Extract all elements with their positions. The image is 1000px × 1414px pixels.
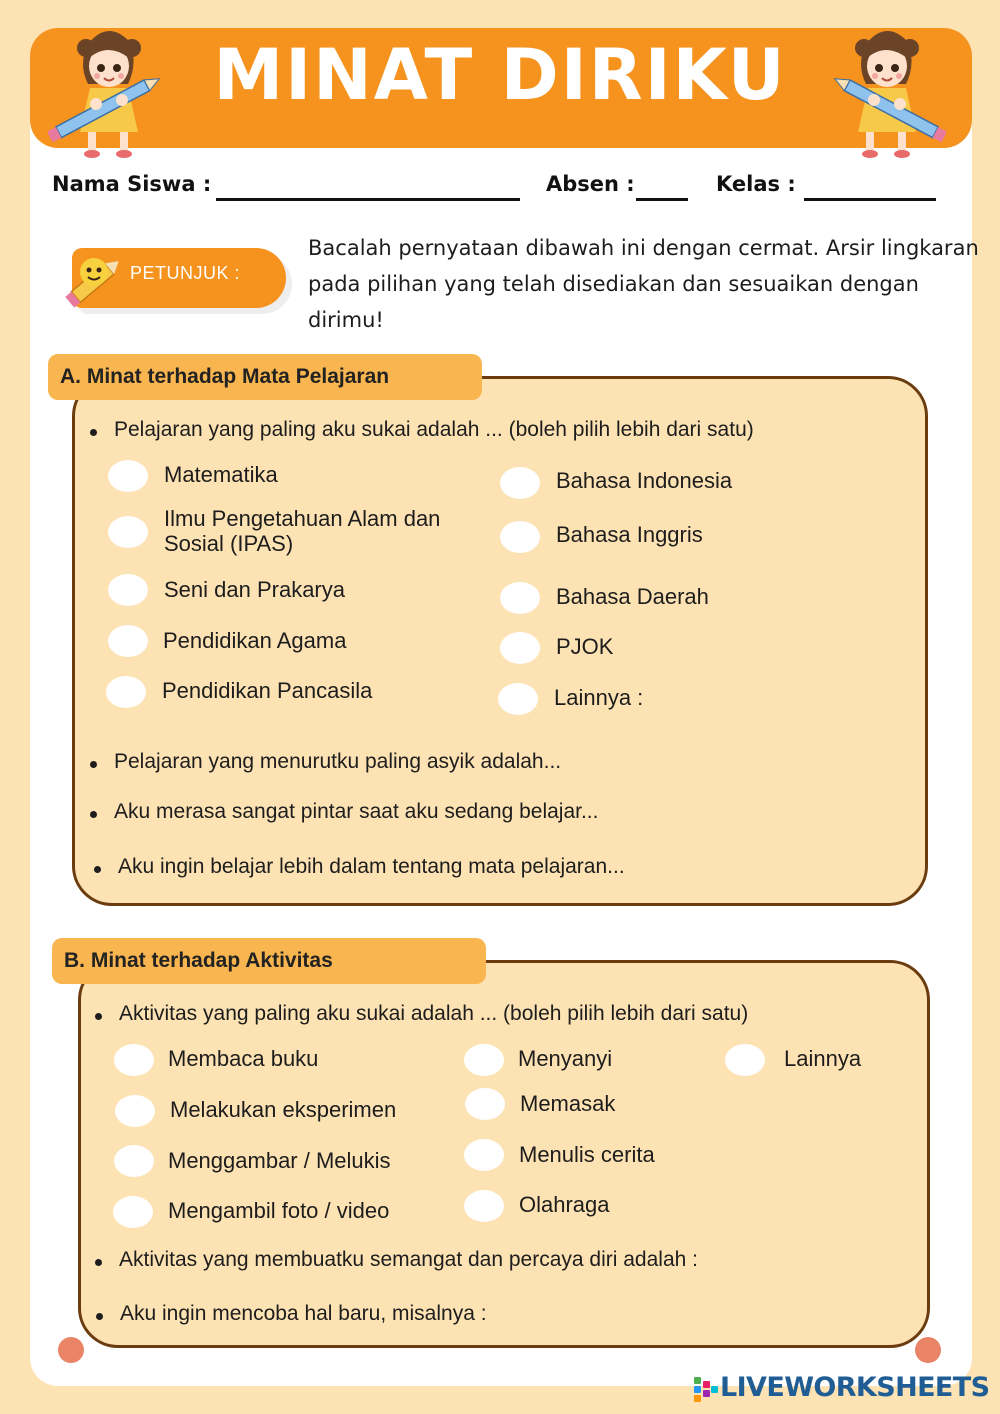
option-circle-ipas[interactable] [108, 516, 148, 548]
option-label-membaca-buku: Membaca buku [168, 1046, 319, 1071]
section-a-question-4: Aku ingin belajar lebih dalam tentang mata pelajaran... [118, 855, 625, 878]
option-label-matematika: Matematika [164, 462, 278, 487]
option-label-memasak: Memasak [520, 1091, 616, 1116]
section-b-question-1: Aktivitas yang paling aku sukai adalah ... (boleh pilih lebih dari satu) [119, 1002, 749, 1025]
option-label-menggambar: Menggambar / Melukis [168, 1148, 391, 1173]
option-circle-bahasa-daerah[interactable] [500, 582, 540, 614]
option-label-bahasa-inggris: Bahasa Inggris [556, 522, 703, 547]
instruction-text: Bacalah pernyataan dibawah ini dengan cermat. Arsir lingkaran pada pilihan yang telah disediakan dan sesuaikan dengan dirimu! [308, 236, 979, 332]
liveworksheets-logo-icon [694, 1377, 718, 1403]
option-label-pjok: PJOK [556, 634, 614, 659]
option-circle-lainnya-b[interactable] [725, 1044, 765, 1076]
option-circle-membaca-buku[interactable] [114, 1044, 154, 1076]
decorative-dot-left [58, 1337, 84, 1363]
option-circle-pendidikan-agama[interactable] [108, 625, 148, 657]
option-circle-olahraga[interactable] [464, 1190, 504, 1222]
name-label: Nama Siswa : [52, 172, 212, 196]
option-label-mengambil-foto: Mengambil foto / video [168, 1198, 390, 1223]
option-label-olahraga: Olahraga [519, 1192, 610, 1217]
option-label-seni-prakarya: Seni dan Prakarya [164, 577, 345, 602]
name-field[interactable] [216, 198, 520, 201]
option-label-menyanyi: Menyanyi [518, 1046, 613, 1071]
option-circle-matematika[interactable] [108, 460, 148, 492]
section-a-question-1: Pelajaran yang paling aku sukai adalah ... (boleh pilih lebih dari satu) [114, 418, 754, 441]
option-label-melakukan-eksperimen: Melakukan eksperimen [170, 1097, 397, 1122]
option-label-ipas: Ilmu Pengetahuan Alam dan Sosial (IPAS) [164, 506, 441, 556]
section-b-question-3: Aku ingin mencoba hal baru, misalnya : [120, 1302, 487, 1325]
option-circle-pjok[interactable] [500, 632, 540, 664]
option-label-menulis-cerita: Menulis cerita [519, 1142, 655, 1167]
option-circle-menyanyi[interactable] [464, 1044, 504, 1076]
option-circle-menggambar[interactable] [114, 1145, 154, 1177]
option-circle-bahasa-inggris[interactable] [500, 521, 540, 553]
option-circle-pendidikan-pancasila[interactable] [106, 676, 146, 708]
option-circle-melakukan-eksperimen[interactable] [115, 1095, 155, 1127]
option-circle-mengambil-foto[interactable] [113, 1196, 153, 1228]
liveworksheets-brand[interactable]: LIVEWORKSHEETS [720, 1372, 990, 1403]
option-label-bahasa-daerah: Bahasa Daerah [556, 584, 709, 609]
section-b-question-2: Aktivitas yang membuatku semangat dan percaya diri adalah : [119, 1248, 698, 1271]
option-label-lainnya-a: Lainnya : [554, 685, 644, 710]
option-label-pendidikan-pancasila: Pendidikan Pancasila [162, 678, 373, 703]
option-circle-memasak[interactable] [465, 1088, 505, 1120]
option-label-pendidikan-agama: Pendidikan Agama [163, 628, 347, 653]
option-label-bahasa-indonesia: Bahasa Indonesia [556, 468, 733, 493]
option-circle-lainnya-a[interactable] [498, 683, 538, 715]
option-circle-menulis-cerita[interactable] [464, 1139, 504, 1171]
decorative-dot-right [915, 1337, 941, 1363]
section-a-question-3: Aku merasa sangat pintar saat aku sedang belajar... [114, 800, 599, 823]
section-b-title: B. Minat terhadap Aktivitas [52, 938, 486, 984]
kelas-field[interactable] [804, 198, 936, 201]
absen-field[interactable] [636, 198, 688, 201]
option-circle-bahasa-indonesia[interactable] [500, 467, 540, 499]
absen-label: Absen : [546, 172, 635, 196]
instruction-label: PETUNJUK : [130, 263, 241, 283]
page-title: MINAT DIRIKU [213, 34, 787, 116]
option-circle-seni-prakarya[interactable] [108, 574, 148, 606]
section-a-title: A. Minat terhadap Mata Pelajaran [48, 354, 482, 400]
kelas-label: Kelas : [716, 172, 796, 196]
student-info-row [52, 172, 952, 206]
option-label-lainnya-b: Lainnya [784, 1046, 862, 1071]
pencil-mascot-icon [60, 248, 130, 314]
section-a-question-2: Pelajaran yang menurutku paling asyik adalah... [114, 750, 562, 773]
